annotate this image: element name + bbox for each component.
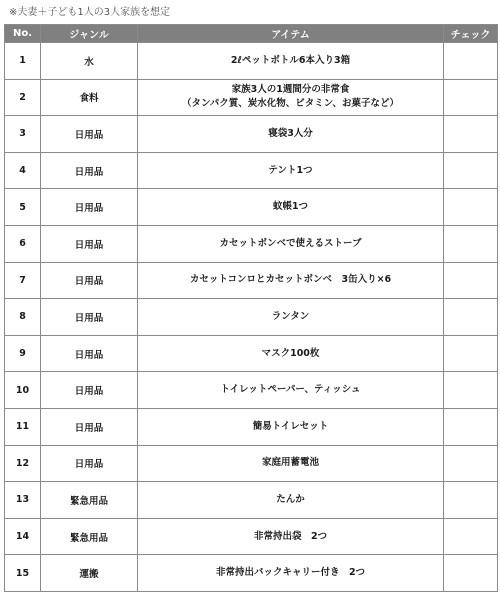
row-item-line: 非常持出袋 2つ [253,530,328,542]
row-item [138,189,444,226]
table-row [5,79,498,116]
header-row [5,25,498,43]
table-row [5,116,498,153]
row-item [138,372,444,409]
row-genre: 日用品 [41,372,138,409]
row-item [138,116,444,153]
table-row [5,408,498,445]
row-number: 9 [5,335,41,372]
row-item [138,79,444,116]
row-check-cell[interactable] [444,555,498,592]
row-number: 2 [5,79,41,116]
row-item-line: 簡易トイレセット [252,420,329,432]
row-genre: 緊急用品 [41,482,138,519]
header-genre: ジャンル [41,25,138,43]
row-item-line: トイレットペーパー、ティッシュ [220,384,361,396]
row-number: 15 [5,555,41,592]
table-row [5,445,498,482]
row-genre: 日用品 [41,116,138,153]
table-row [5,335,498,372]
table-row [5,555,498,592]
row-item-line: （タンパク質、炭水化物、ビタミン、お菓子など） [181,98,400,110]
row-number: 1 [5,43,41,80]
row-check-cell[interactable] [444,262,498,299]
row-genre: 緊急用品 [41,518,138,555]
row-number: 6 [5,225,41,262]
row-item-line: 2ℓペットボトル6本入り3箱 [230,54,351,66]
row-item [138,408,444,445]
disaster-supplies-checklist [4,24,498,592]
row-genre: 日用品 [41,335,138,372]
row-item-line: カセットボンベで使えるストーブ [219,237,362,249]
table-row [5,189,498,226]
row-check-cell[interactable] [444,518,498,555]
row-item-line: たんか [276,493,305,505]
row-number: 5 [5,189,41,226]
row-genre: 日用品 [41,189,138,226]
table-row [5,372,498,409]
row-number: 10 [5,372,41,409]
table-row [5,482,498,519]
row-item [138,482,444,519]
row-item-line: ランタン [271,310,310,322]
assumption-note: ※夫妻＋子ども1人の3人家族を想定 [9,7,171,18]
row-genre: 日用品 [41,445,138,482]
row-number: 12 [5,445,41,482]
row-item-line: 家族3人の1週間分の非常食 [231,84,350,96]
row-item [138,555,444,592]
row-genre: 運搬 [41,555,138,592]
row-genre: 日用品 [41,299,138,336]
table-row [5,518,498,555]
row-item-line: カセットコンロとカセットボンベ 3缶入り×6 [189,274,392,286]
row-item [138,262,444,299]
row-check-cell[interactable] [444,152,498,189]
row-check-cell[interactable] [444,408,498,445]
row-item [138,445,444,482]
row-item-line: テント1つ [268,164,313,176]
row-item [138,335,444,372]
row-item [138,299,444,336]
header-check: チェック [444,25,498,43]
row-check-cell[interactable] [444,43,498,80]
row-number: 14 [5,518,41,555]
row-number: 8 [5,299,41,336]
row-item-line: マスク100枚 [261,347,320,359]
row-check-cell[interactable] [444,482,498,519]
row-number: 4 [5,152,41,189]
row-check-cell[interactable] [444,79,498,116]
table-row [5,225,498,262]
row-item-line: 家庭用蓄電池 [261,457,319,469]
row-number: 13 [5,482,41,519]
table-row [5,152,498,189]
row-number: 7 [5,262,41,299]
header-no: No. [5,25,41,43]
row-number: 11 [5,408,41,445]
row-item-line: 寝袋3人分 [268,127,313,139]
row-genre: 日用品 [41,408,138,445]
row-genre: 水 [41,43,138,80]
row-item-line: 非常持出バックキャリー付き 2つ [215,567,366,579]
header-item: アイテム [138,25,444,43]
row-item [138,518,444,555]
row-genre: 食料 [41,79,138,116]
row-check-cell[interactable] [444,299,498,336]
row-item [138,152,444,189]
row-number: 3 [5,116,41,153]
row-item-line: 蚊帳1つ [272,201,309,213]
row-genre: 日用品 [41,225,138,262]
row-genre: 日用品 [41,262,138,299]
row-check-cell[interactable] [444,372,498,409]
row-item [138,225,444,262]
row-check-cell[interactable] [444,225,498,262]
row-check-cell[interactable] [444,189,498,226]
row-check-cell[interactable] [444,335,498,372]
table-row [5,262,498,299]
table-row [5,43,498,80]
row-check-cell[interactable] [444,445,498,482]
row-item [138,43,444,80]
row-check-cell[interactable] [444,116,498,153]
table-row [5,299,498,336]
row-genre: 日用品 [41,152,138,189]
